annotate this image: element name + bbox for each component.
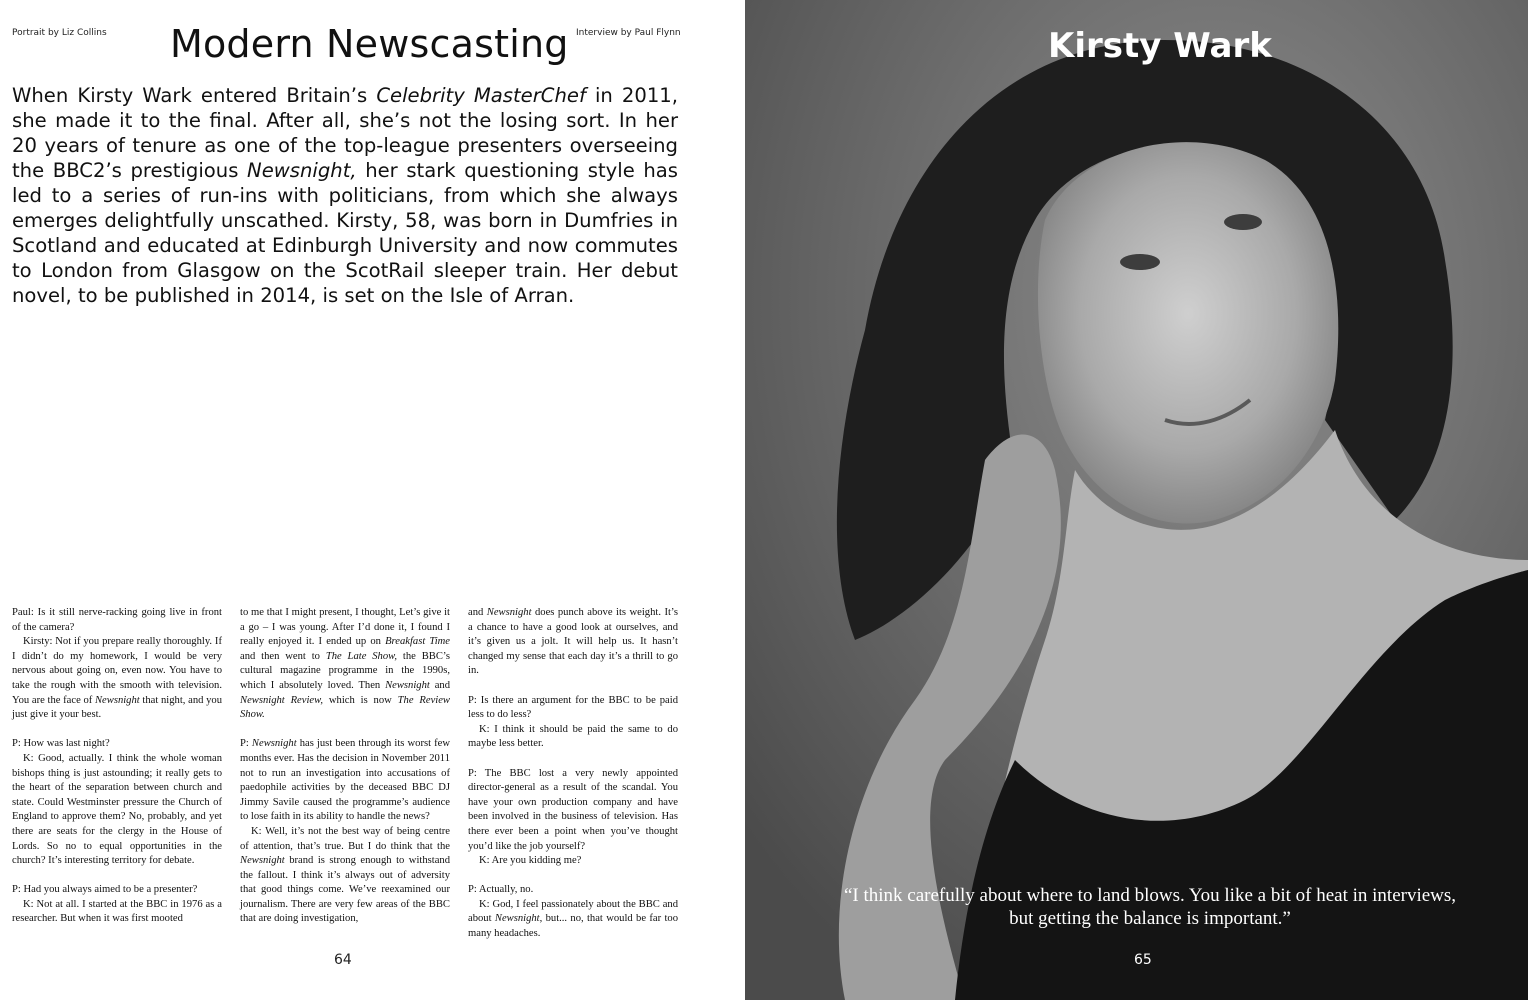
interview-column-1 [12,606,222,927]
article-title: Modern Newscasting [170,22,569,66]
interview-paragraph [12,737,222,752]
pull-quote: “I think carefully about where to land blows. You like a bit of heat in interviews, but getting the balance is important.” [843,885,1457,929]
interview-paragraph [12,752,222,869]
left-page [0,0,745,1000]
interview-run: P: The BBC lost a very newly appointed director-general as a result of the scandal. You have your own production company and have been involved in the business of television. Has there ever been a point when you’ve thought you’d like the job yourself? [468,767,678,852]
interview-run: P: How was last night? [12,738,110,750]
interview-run: P: Actually, no. [468,884,534,896]
interview-run: Newsnight [94,694,140,706]
interview-run: brand is strong enough to withstand the fallout. I think it’s always out of adversity that good things come. We’ve reexamined our journalism. There are very few areas of the BBC that are doing investigation, [240,855,450,925]
interview-paragraph [240,825,450,927]
right-page [745,0,1528,1000]
interview-run: to me that I might present, I thought, Let’s give it a go – I was young. After I’d done it, I found I really enjoyed it. I ended up on [240,607,450,648]
interview-run: Newsnight, [494,913,543,925]
interview-run: P: Had you always aimed to be a presenter? [12,884,198,896]
portrait-photo [745,0,1528,1000]
portrait-credit: Portrait by Liz Collins [12,28,107,38]
face [1038,142,1338,523]
interview-run: that night, and you just give it your best. [12,694,222,721]
subject-name: Kirsty Wark [1048,26,1272,66]
interview-run: P: [240,738,252,750]
interview-run: K: God, I feel passionately about the BBC and about [468,898,678,925]
interview-column-3 [468,606,678,942]
eye-left [1120,254,1160,270]
interview-run: K: Are you kidding me? [479,855,582,867]
intro-run: Newsnight, [247,159,357,182]
interview-paragraph [240,737,450,825]
interview-run: K: I think it should be paid the same to do maybe less better. [468,723,678,750]
interview-run: Kirsty: Not if you prepare really thoroughly. If I didn’t do my homework, I would be very nervous about going on, even now. You have to take the rough with the smooth with television. You are the face of [12,636,222,706]
interview-run: Paul: Is it still nerve-racking going live in front of the camera? [12,607,222,633]
interview-run: The Late Show, [325,650,398,662]
interview-run: but... no, that would be far too many headaches. [468,913,678,940]
interview-run: the BBC’s cultural magazine programme in the 1990s, which I absolutely loved. Then [240,650,450,691]
interview-run: which is now [323,694,398,706]
interview-run: Newsnight [486,607,532,618]
interview-paragraph [12,635,222,723]
interview-paragraph [468,694,678,723]
interview-run: and [429,679,450,691]
interview-column-2 [240,606,450,927]
intro-run: her stark questioning style has led to a series of run-ins with politicians, from which she always emerges delightfully unscathed. Kirsty, 58, was born in Dumfries in Scotland and educated at Edinburgh University and now commutes to London from Glasgow on the ScotRail sleeper train. Her debut novel, to be published in 2014, is set on the Isle of Arran. [12,159,678,307]
intro-run: in 2011, she made it to the final. After all, she’s not the losing sort. In her 20 years of tenure as one of the top-league presenters overseeing the BBC2’s prestigious [12,84,678,182]
intro-run: Celebrity MasterChef [376,84,586,107]
interview-paragraph [468,854,678,869]
interview-paragraph [468,606,678,679]
intro-paragraph [12,83,678,308]
interview-run: has just been through its worst few months ever. Has the decision in November 2011 not to run an investigation into accusations of paedophile activities by the deceased BBC DJ Jimmy Savile caused the programme’s audience to lose faith in its ability to handle the news? [240,738,451,823]
interview-run: Newsnight Review, [240,694,324,706]
interview-run: and then went to [240,650,326,662]
interview-paragraph [12,606,222,635]
interview-run: and [468,607,487,618]
interview-run: Newsnight [251,738,297,750]
interview-run: P: Is there an argument for the BBC to be paid less to do less? [468,694,678,721]
interview-paragraph [468,767,678,855]
interview-paragraph [240,606,450,723]
interview-run: Newsnight [240,855,285,867]
interview-run: Newsnight [385,679,430,691]
interview-run: K: Well, it’s not the best way of being centre of attention, that’s true. But I do think that the [240,825,450,852]
page-number-left: 64 [334,952,352,968]
interview-credit: Interview by Paul Flynn [576,28,681,38]
interview-run: The Review Show. [240,694,450,721]
interview-paragraph [12,898,222,927]
interview-run: K: Good, actually. I think the whole woman bishops thing is just astounding; it really gets to the heart of the separation between church and state. Could Westminster pressure the Church of England to approve them? No, probably, and yet there are seats for the clergy in the House of Lords. So no to equal opportunities in the church? It’s interesting territory for debate. [12,752,222,867]
intro-run: When Kirsty Wark entered Britain’s [12,84,377,107]
interview-paragraph [12,883,222,898]
interview-paragraph [468,883,678,898]
interview-paragraph [468,723,678,752]
interview-run: does punch above its weight. It’s a chance to have a good look at ourselves, and it’s given us a jolt. It will help us. It hasn’t changed my sense that each day it’s a thrill to go in. [468,607,678,677]
interview-paragraph [468,898,678,942]
interview-run: Breakfast Time [385,636,450,648]
page-number-right: 65 [1134,952,1152,968]
interview-run: K: Not at all. I started at the BBC in 1976 as a researcher. But when it was first mooted [12,898,222,925]
eye-right [1224,214,1262,230]
